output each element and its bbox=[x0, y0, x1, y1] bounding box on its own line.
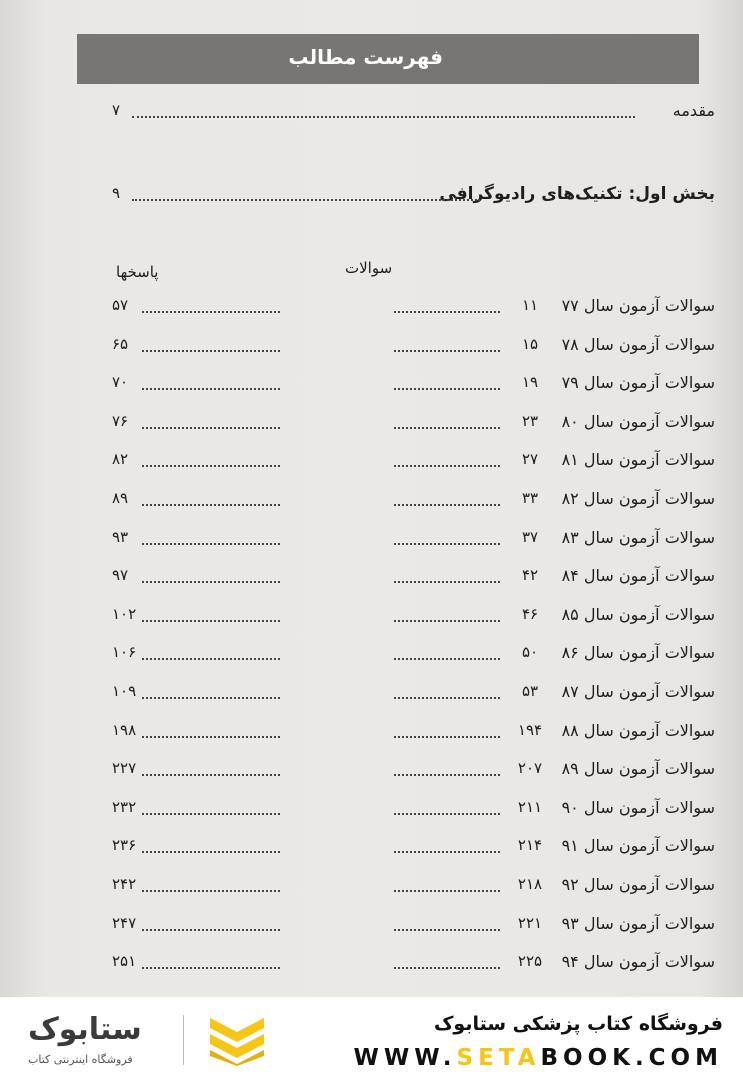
logo-divider bbox=[183, 1015, 184, 1065]
row-label: سوالات آزمون سال ۸۷ bbox=[561, 682, 715, 701]
row-label: سوالات آزمون سال ۹۰ bbox=[561, 797, 715, 817]
dot-leader bbox=[394, 645, 500, 660]
toc-row bbox=[112, 446, 715, 476]
questions-page: ۲۱۱ bbox=[517, 797, 543, 816]
setabook-logo-icon bbox=[206, 1014, 268, 1066]
questions-page: ۲۰۷ bbox=[517, 759, 543, 778]
questions-page: ۳۳ bbox=[521, 489, 539, 507]
dot-leader bbox=[142, 452, 280, 467]
dot-leader bbox=[394, 530, 500, 545]
answers-page: ۱۰۹ bbox=[112, 682, 137, 700]
answers-page: ۹۷ bbox=[112, 566, 129, 585]
dot-leader bbox=[142, 877, 280, 892]
dot-leader bbox=[142, 298, 280, 313]
dot-leader bbox=[142, 761, 280, 776]
dot-leader bbox=[142, 645, 280, 660]
dot-leader bbox=[394, 375, 500, 390]
toc-row bbox=[112, 871, 715, 901]
intro-label: مقدمه bbox=[672, 101, 715, 120]
questions-page: ۲۲۱ bbox=[517, 913, 543, 932]
toc-row bbox=[112, 524, 715, 554]
dot-leader bbox=[142, 684, 280, 699]
toc-row bbox=[112, 755, 715, 785]
answers-page: ۸۲ bbox=[112, 450, 129, 469]
questions-column-header: سوالات bbox=[345, 259, 393, 277]
dot-leader bbox=[394, 916, 500, 931]
questions-page: ۲۲۵ bbox=[517, 952, 543, 971]
dot-leader bbox=[142, 838, 280, 853]
questions-page: ۲۳ bbox=[521, 411, 539, 430]
toc-row bbox=[112, 292, 715, 322]
row-label: سوالات آزمون سال ۷۹ bbox=[561, 373, 715, 393]
dot-leader bbox=[394, 954, 500, 969]
toc-row bbox=[112, 331, 715, 361]
dot-leader bbox=[142, 954, 280, 969]
toc-row bbox=[112, 794, 715, 824]
section-label: بخش اول: تکنیک‌های رادیوگرافی bbox=[439, 184, 715, 204]
dot-leader bbox=[142, 800, 280, 815]
toc-row bbox=[112, 910, 715, 940]
answers-page: ۷۶ bbox=[112, 411, 129, 430]
dot-leader bbox=[394, 723, 500, 738]
dot-leader bbox=[394, 800, 500, 815]
store-name: فروشگاه کتاب پزشکی ستابوک bbox=[433, 1013, 723, 1035]
dot-leader bbox=[142, 916, 280, 931]
dot-leader bbox=[142, 723, 280, 738]
questions-page: ۲۱۸ bbox=[517, 875, 543, 893]
questions-page: ۱۹۴ bbox=[517, 720, 543, 739]
section-page: ۹ bbox=[112, 184, 121, 202]
row-label: سوالات آزمون سال ۸۸ bbox=[561, 720, 715, 740]
toc-row bbox=[112, 678, 715, 708]
row-label: سوالات آزمون سال ۷۷ bbox=[561, 296, 715, 315]
toc-row bbox=[112, 408, 715, 438]
toc-row bbox=[112, 601, 715, 631]
row-label: سوالات آزمون سال ۸۴ bbox=[561, 566, 715, 586]
dot-leader bbox=[394, 414, 500, 429]
answers-page: ۲۵۱ bbox=[112, 952, 137, 971]
questions-page: ۲۱۴ bbox=[517, 836, 543, 855]
dot-leader bbox=[132, 186, 480, 201]
logo-subtitle: فروشگاه اینترنتی کتاب bbox=[28, 1053, 133, 1066]
questions-page: ۱۵ bbox=[521, 334, 539, 353]
dot-leader bbox=[394, 838, 500, 853]
row-label: سوالات آزمون سال ۹۱ bbox=[561, 836, 715, 856]
row-label: سوالات آزمون سال ۹۲ bbox=[561, 875, 715, 894]
questions-page: ۵۳ bbox=[521, 682, 539, 700]
dot-leader bbox=[142, 491, 280, 506]
dot-leader bbox=[142, 414, 280, 429]
toc-row bbox=[112, 562, 715, 592]
dot-leader bbox=[394, 337, 500, 352]
row-label: سوالات آزمون سال ۸۵ bbox=[561, 604, 715, 624]
row-label: سوالات آزمون سال ۹۳ bbox=[561, 913, 715, 933]
toc-row bbox=[112, 485, 715, 515]
answers-page: ۸۹ bbox=[112, 489, 129, 507]
answers-page: ۷۰ bbox=[112, 373, 129, 392]
toc-row bbox=[112, 948, 715, 978]
row-label: سوالات آزمون سال ۸۹ bbox=[561, 759, 715, 779]
answers-page: ۲۴۲ bbox=[112, 875, 137, 893]
dot-leader bbox=[142, 607, 280, 622]
toc-row bbox=[112, 717, 715, 747]
questions-page: ۱۹ bbox=[521, 373, 539, 392]
dot-leader bbox=[132, 103, 635, 118]
store-footer bbox=[0, 997, 743, 1080]
questions-page: ۲۷ bbox=[521, 450, 539, 469]
answers-page: ۱۹۸ bbox=[112, 720, 137, 739]
questions-page: ۴۲ bbox=[521, 566, 539, 585]
answers-page: ۵۷ bbox=[112, 296, 129, 314]
toc-entry-intro bbox=[112, 97, 715, 127]
toc-entry-section bbox=[112, 180, 715, 210]
answers-page: ۲۳۲ bbox=[112, 797, 137, 816]
store-url: WWW.SETABOOK.COM bbox=[353, 1045, 723, 1071]
questions-page: ۴۶ bbox=[521, 604, 539, 623]
dot-leader bbox=[142, 337, 280, 352]
dot-leader bbox=[394, 568, 500, 583]
row-label: سوالات آزمون سال ۸۰ bbox=[561, 411, 715, 431]
row-label: سوالات آزمون سال ۸۲ bbox=[561, 489, 715, 508]
answers-page: ۶۵ bbox=[112, 334, 129, 353]
questions-page: ۱۱ bbox=[521, 296, 539, 314]
answers-page: ۱۰۲ bbox=[112, 604, 137, 623]
questions-page: ۳۷ bbox=[521, 527, 539, 546]
dot-leader bbox=[142, 568, 280, 583]
toc-title: فهرست مطالب bbox=[288, 45, 443, 69]
answers-column-header: پاسخها bbox=[116, 263, 159, 281]
dot-leader bbox=[394, 761, 500, 776]
intro-page: ۷ bbox=[112, 101, 121, 119]
dot-leader bbox=[394, 452, 500, 467]
row-label: سوالات آزمون سال ۸۶ bbox=[561, 643, 715, 663]
row-label: سوالات آزمون سال ۸۳ bbox=[561, 527, 715, 547]
answers-page: ۲۲۷ bbox=[112, 759, 137, 778]
dot-leader bbox=[142, 530, 280, 545]
toc-row bbox=[112, 369, 715, 399]
answers-page: ۲۳۶ bbox=[112, 836, 137, 855]
row-label: سوالات آزمون سال ۸۱ bbox=[561, 450, 715, 470]
toc-header-bar bbox=[77, 34, 699, 84]
answers-page: ۱۰۶ bbox=[112, 643, 137, 662]
row-label: سوالات آزمون سال ۹۴ bbox=[561, 952, 715, 972]
answers-page: ۹۳ bbox=[112, 527, 129, 546]
answers-page: ۲۴۷ bbox=[112, 913, 137, 932]
dot-leader bbox=[394, 607, 500, 622]
dot-leader bbox=[394, 298, 500, 313]
toc-row bbox=[112, 832, 715, 862]
dot-leader bbox=[142, 375, 280, 390]
questions-page: ۵۰ bbox=[521, 643, 539, 662]
dot-leader bbox=[394, 684, 500, 699]
dot-leader bbox=[394, 491, 500, 506]
row-label: سوالات آزمون سال ۷۸ bbox=[561, 334, 715, 354]
dot-leader bbox=[394, 877, 500, 892]
logo-wordmark: ستابوک bbox=[28, 1012, 142, 1047]
toc-row bbox=[112, 639, 715, 669]
